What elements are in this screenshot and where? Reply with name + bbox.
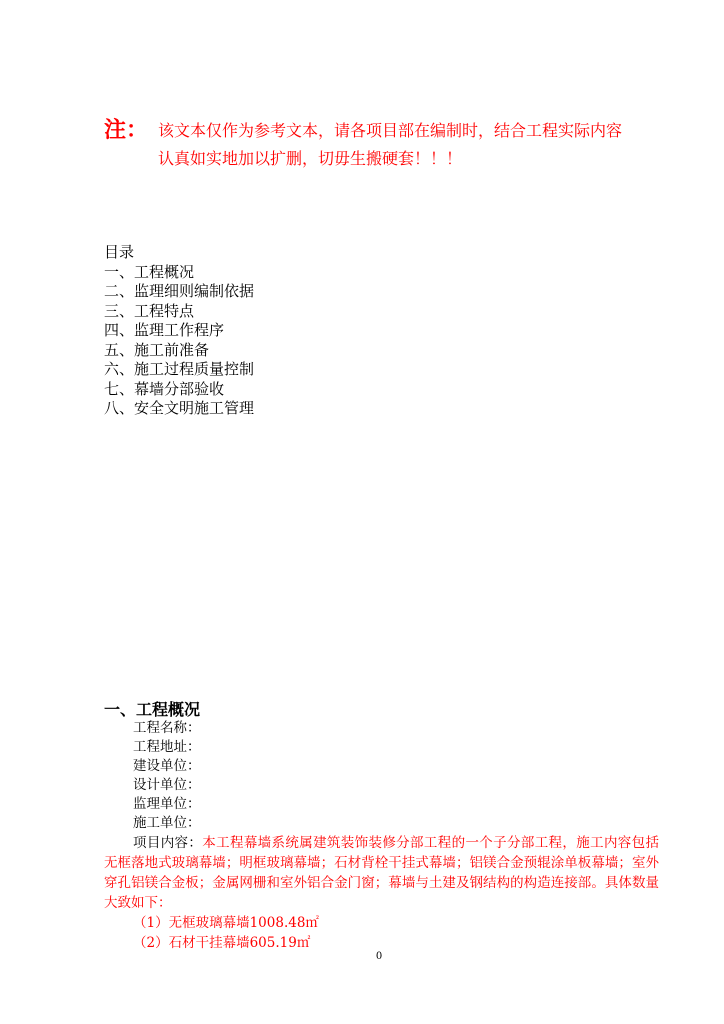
project-address-field: 工程地址： <box>133 739 201 755</box>
section-heading: 一、工程概况 <box>104 700 201 719</box>
project-content-label: 项目内容： <box>133 835 203 851</box>
project-content <box>104 833 659 953</box>
note-line-1: 该文本仅作为参考文本，请各项目部在编制时，结合工程实际内容 <box>158 121 623 140</box>
toc-item: 六、施工过程质量控制 <box>104 360 255 378</box>
quantity-item: （2）石材干挂幕墙605.19㎡ <box>133 935 311 951</box>
toc-item: 八、安全文明施工管理 <box>104 399 255 417</box>
note-label: 注： <box>104 118 149 143</box>
project-content-paragraph <box>104 833 659 913</box>
owner-unit-field: 建设单位： <box>133 758 201 774</box>
page-number: 0 <box>375 951 383 962</box>
project-info-fields <box>133 719 201 833</box>
supervision-unit-field: 监理单位： <box>133 796 201 812</box>
project-name-field: 工程名称： <box>133 720 201 736</box>
quantity-item: （1）无框玻璃幕墙1008.48㎡ <box>133 915 319 931</box>
toc-item: 二、监理细则编制依据 <box>104 282 255 300</box>
toc-title: 目录 <box>104 243 135 261</box>
toc-item: 五、施工前准备 <box>104 340 210 359</box>
toc-item: 一、工程概况 <box>104 262 195 281</box>
design-unit-field: 设计单位： <box>133 777 201 793</box>
table-of-contents <box>104 243 254 419</box>
toc-item: 四、监理工作程序 <box>104 321 225 339</box>
project-content-body: 本工程幕墙系统属建筑装饰装修分部工程的一个子分部工程，施工内容包括无框落地式玻璃幕墙；明框玻璃幕墙；石材背栓干挂式幕墙；铝镁合金预辊涂单板幕墙；室外穿孔铝镁合金板；金属网栅和室外铝合金门窗；幕墙与土建及钢结构的构造连接部。具体数量大致如下： <box>104 835 660 911</box>
construction-unit-field: 施工单位： <box>133 815 201 831</box>
toc-item: 七、幕墙分部验收 <box>104 379 225 398</box>
toc-item: 三、工程特点 <box>104 301 195 320</box>
note-line-2: 认真如实地加以扩删，切毋生搬硬套！！！ <box>158 149 463 168</box>
